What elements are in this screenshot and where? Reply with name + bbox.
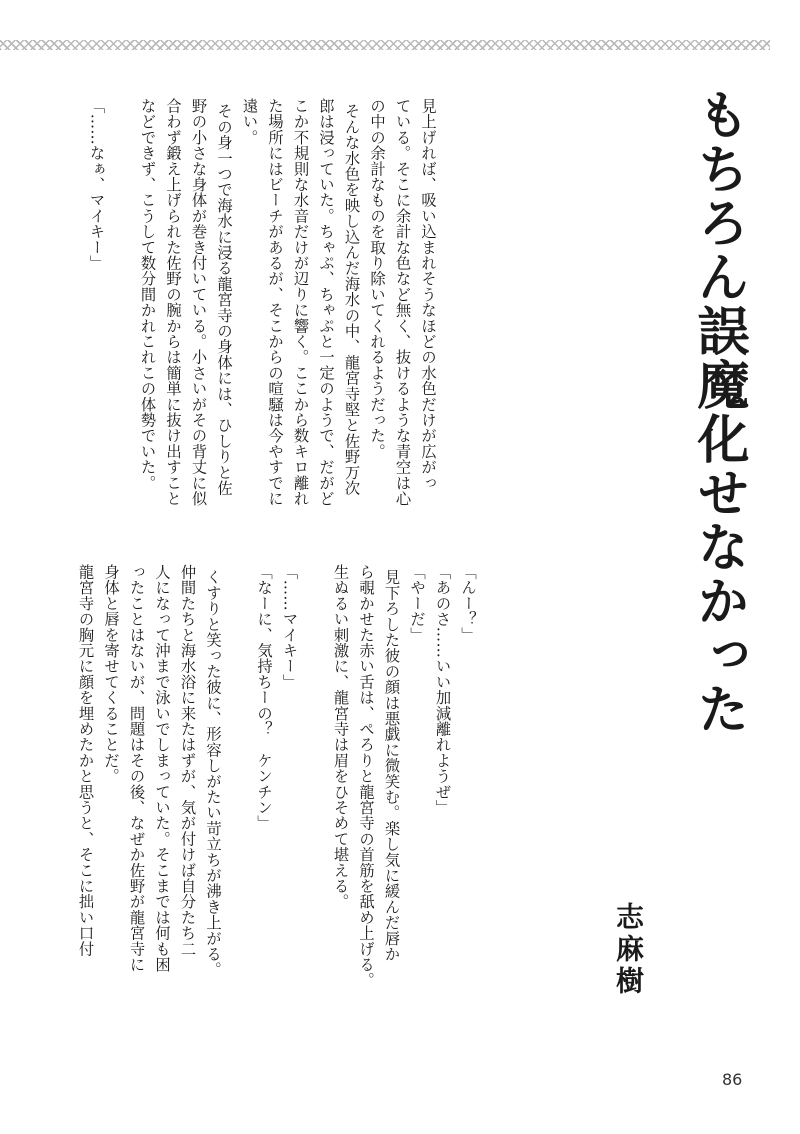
author-name: 志麻樹 bbox=[612, 902, 645, 998]
body-text-upper: 見上げれば、吸い込まれそうなほどの水色だけが広がっ ている。そこに余計な色など無く、抜けるような青空は心 の中の余計なものを取り除いてくれるようだった。 そんな水色を映し込んだ海水の中、龍宮寺堅と佐野万次 郎は浸っていた。ちゃぷ、ちゃぷと一定のようで、だがど こか不規則な水音だけが辺りに響く。ここから数キロ離れ た場所にはビーチがあるが、そこからの喧騒は今やすでに 遠い。 その身一つで海水に浸る龍宮寺の身体には、ひしりと佐 野の小さな身体が巻き付いている。小さいがその背丈に似 合わず鍛え上げられた佐野の腕からは簡単に抜け出すこと などできず、こうして数分間かれこれこの体勢でいた。 「……なぁ、マイキー」 bbox=[87, 98, 437, 507]
page-number: 86 bbox=[722, 1070, 743, 1089]
body-text-lower: 「んー？」 「あのさ……いい加減離れようぜ」 「やーだ」 見下ろした彼の顔は悪戯に微笑む。楽し気に緩んだ唇か ら覗かせた赤い舌は、ぺろりと龍宮寺の首筋を舐め上げる。 生ぬるい刺激に、龍宮寺は眉をひそめて堪える。 「……マイキー」 「なーに、気持ちーの？ ケンチン」 くすりと笑った彼に、形容しがたい苛立ちが沸き上がる。 仲間たちと海水浴に来たはずが、気が付けば自分たち二 人になって沖まで泳いでしまっていた。そこまでは何も困 ったことはないが、問題はその後、なぜか佐野が龍宮寺に 身体と唇を寄せてくることだ。 龍宮寺の胸元に顔を埋めたかと思うと、そこに拙い口付 bbox=[76, 564, 477, 988]
story-title: もちろん誤魔化せなかった bbox=[688, 88, 749, 736]
decorative-border bbox=[0, 40, 770, 50]
